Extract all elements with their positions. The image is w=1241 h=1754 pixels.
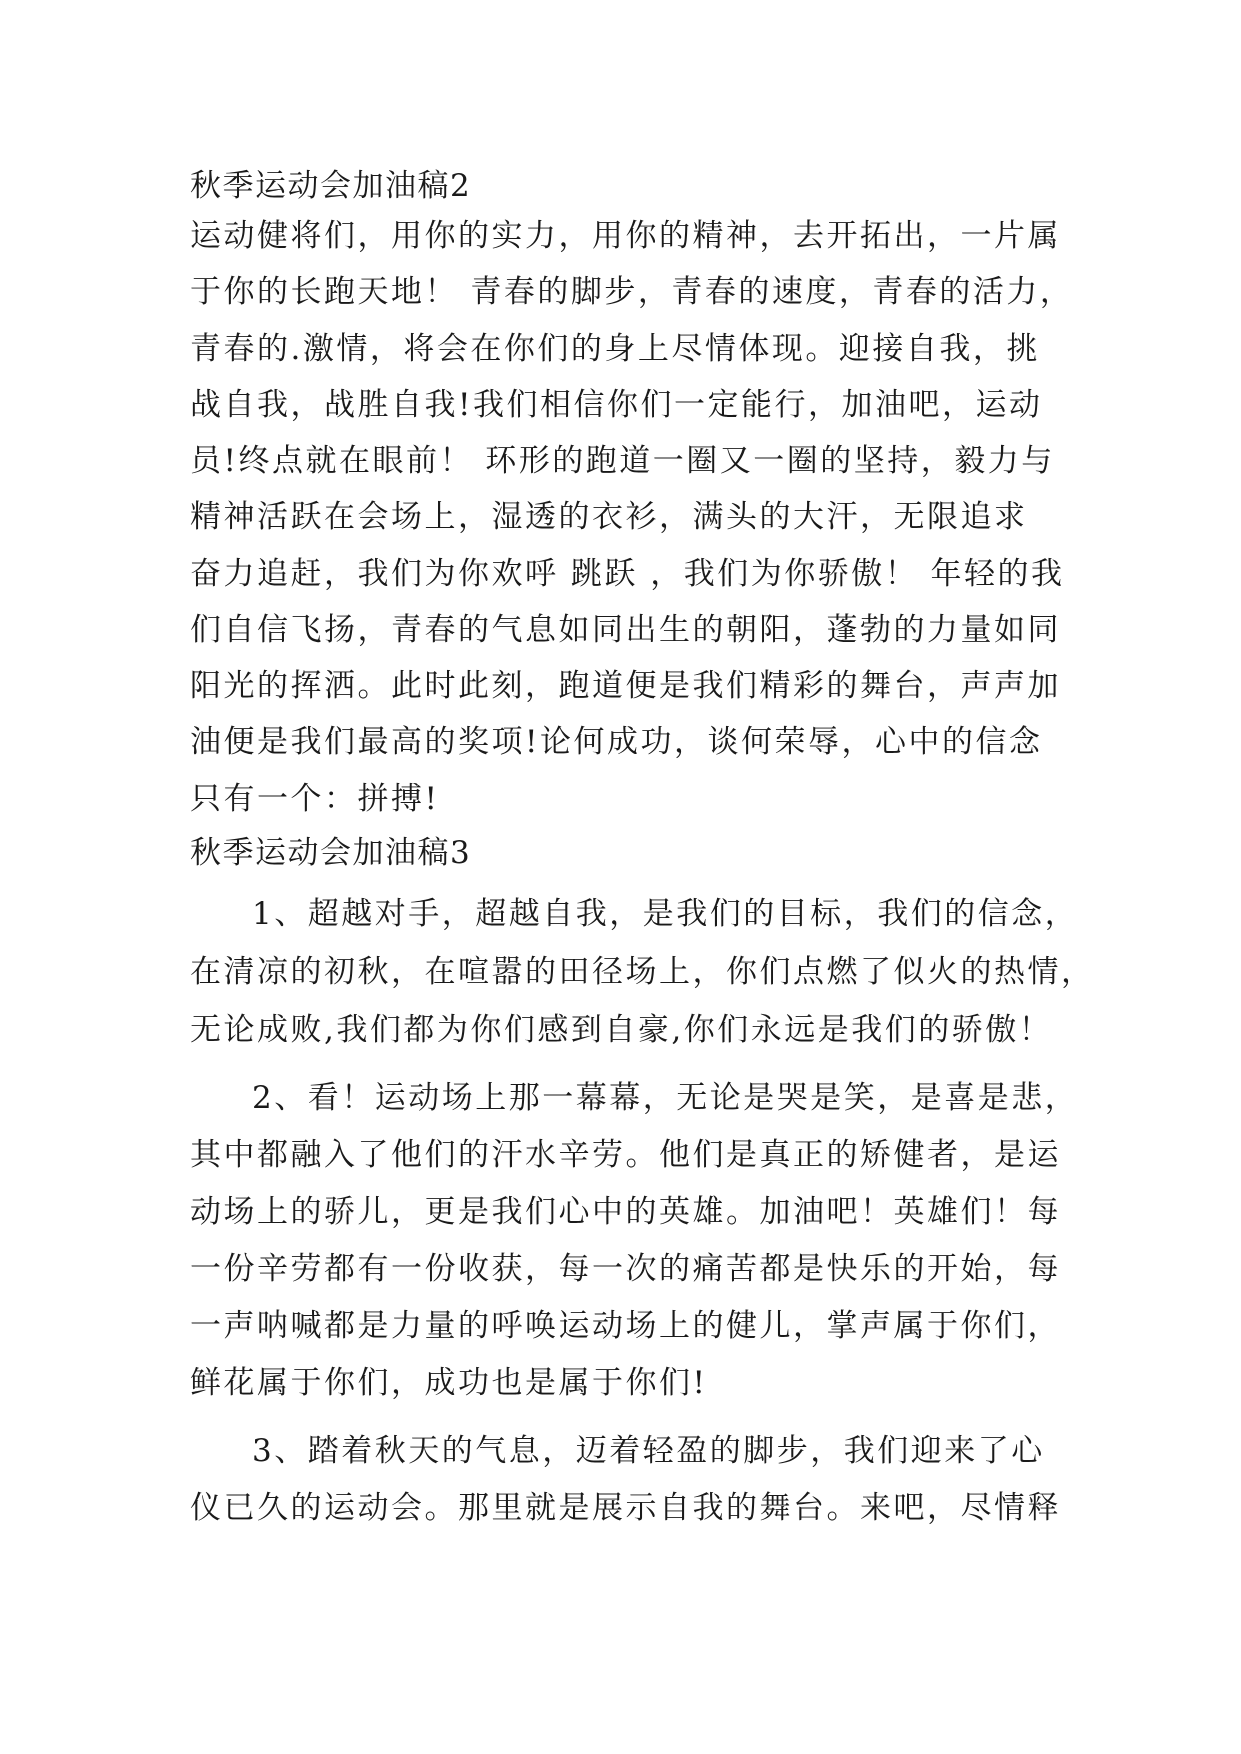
paragraph-line: 青春的.激情，将会在你们的身上尽情体现。迎接自我，挑 [190,331,1040,367]
paragraph-line: 1、超越对手，超越自我，是我们的目标，我们的信念， [252,896,1079,932]
paragraph-line: 战自我，战胜自我!我们相信你们一定能行，加油吧，运动 [190,387,1043,423]
paragraph-line: 阳光的挥洒。此时此刻，跑道便是我们精彩的舞台，声声加 [190,668,1061,704]
paragraph-line: 无论成败,我们都为你们感到自豪,你们永远是我们的骄傲！ [190,1012,1053,1048]
paragraph-line: 精神活跃在会场上，湿透的衣衫，满头的大汗，无限追求 [190,499,1028,535]
paragraph-line: 油便是我们最高的奖项!论何成功，谈何荣辱，心中的信念 [190,724,1043,760]
paragraph-line: 运动健将们，用你的实力，用你的精神，去开拓出，一片属 [190,218,1061,254]
section-heading: 秋季运动会加油稿3 [190,835,472,871]
paragraph-line: 一声呐喊都是力量的呼唤运动场上的健儿，掌声属于你们， [190,1308,1061,1344]
section-heading: 秋季运动会加油稿2 [190,168,472,204]
paragraph-line: 仪已久的运动会。那里就是展示自我的舞台。来吧，尽情释 [190,1490,1061,1526]
paragraph-line: 只有一个：拼搏! [190,781,440,817]
paragraph-line: 鲜花属于你们，成功也是属于你们! [190,1365,708,1401]
paragraph-line: 其中都融入了他们的汗水辛劳。他们是真正的矫健者，是运 [190,1137,1061,1173]
paragraph-line: 2、看！运动场上那一幕幕，无论是哭是笑，是喜是悲， [252,1080,1079,1116]
paragraph-line: 员!终点就在眼前！ 环形的跑道一圈又一圈的坚持，毅力与 [190,443,1055,479]
paragraph-line: 动场上的骄儿，更是我们心中的英雄。加油吧！英雄们！每 [190,1194,1061,1230]
paragraph-line: 在清凉的初秋，在喧嚣的田径场上，你们点燃了似火的热情， [190,954,1095,990]
paragraph-line: 一份辛劳都有一份收获，每一次的痛苦都是快乐的开始，每 [190,1251,1061,1287]
paragraph-line: 奋力追赶，我们为你欢呼 跳跃 ，我们为你骄傲！ 年轻的我 [190,556,1065,592]
paragraph-line: 们自信飞扬，青春的气息如同出生的朝阳，蓬勃的力量如同 [190,612,1061,648]
paragraph-line: 于你的长跑天地！ 青春的脚步，青春的速度，青春的活力， [190,274,1074,310]
paragraph-line: 3、踏着秋天的气息，迈着轻盈的脚步，我们迎来了心 [252,1433,1045,1469]
